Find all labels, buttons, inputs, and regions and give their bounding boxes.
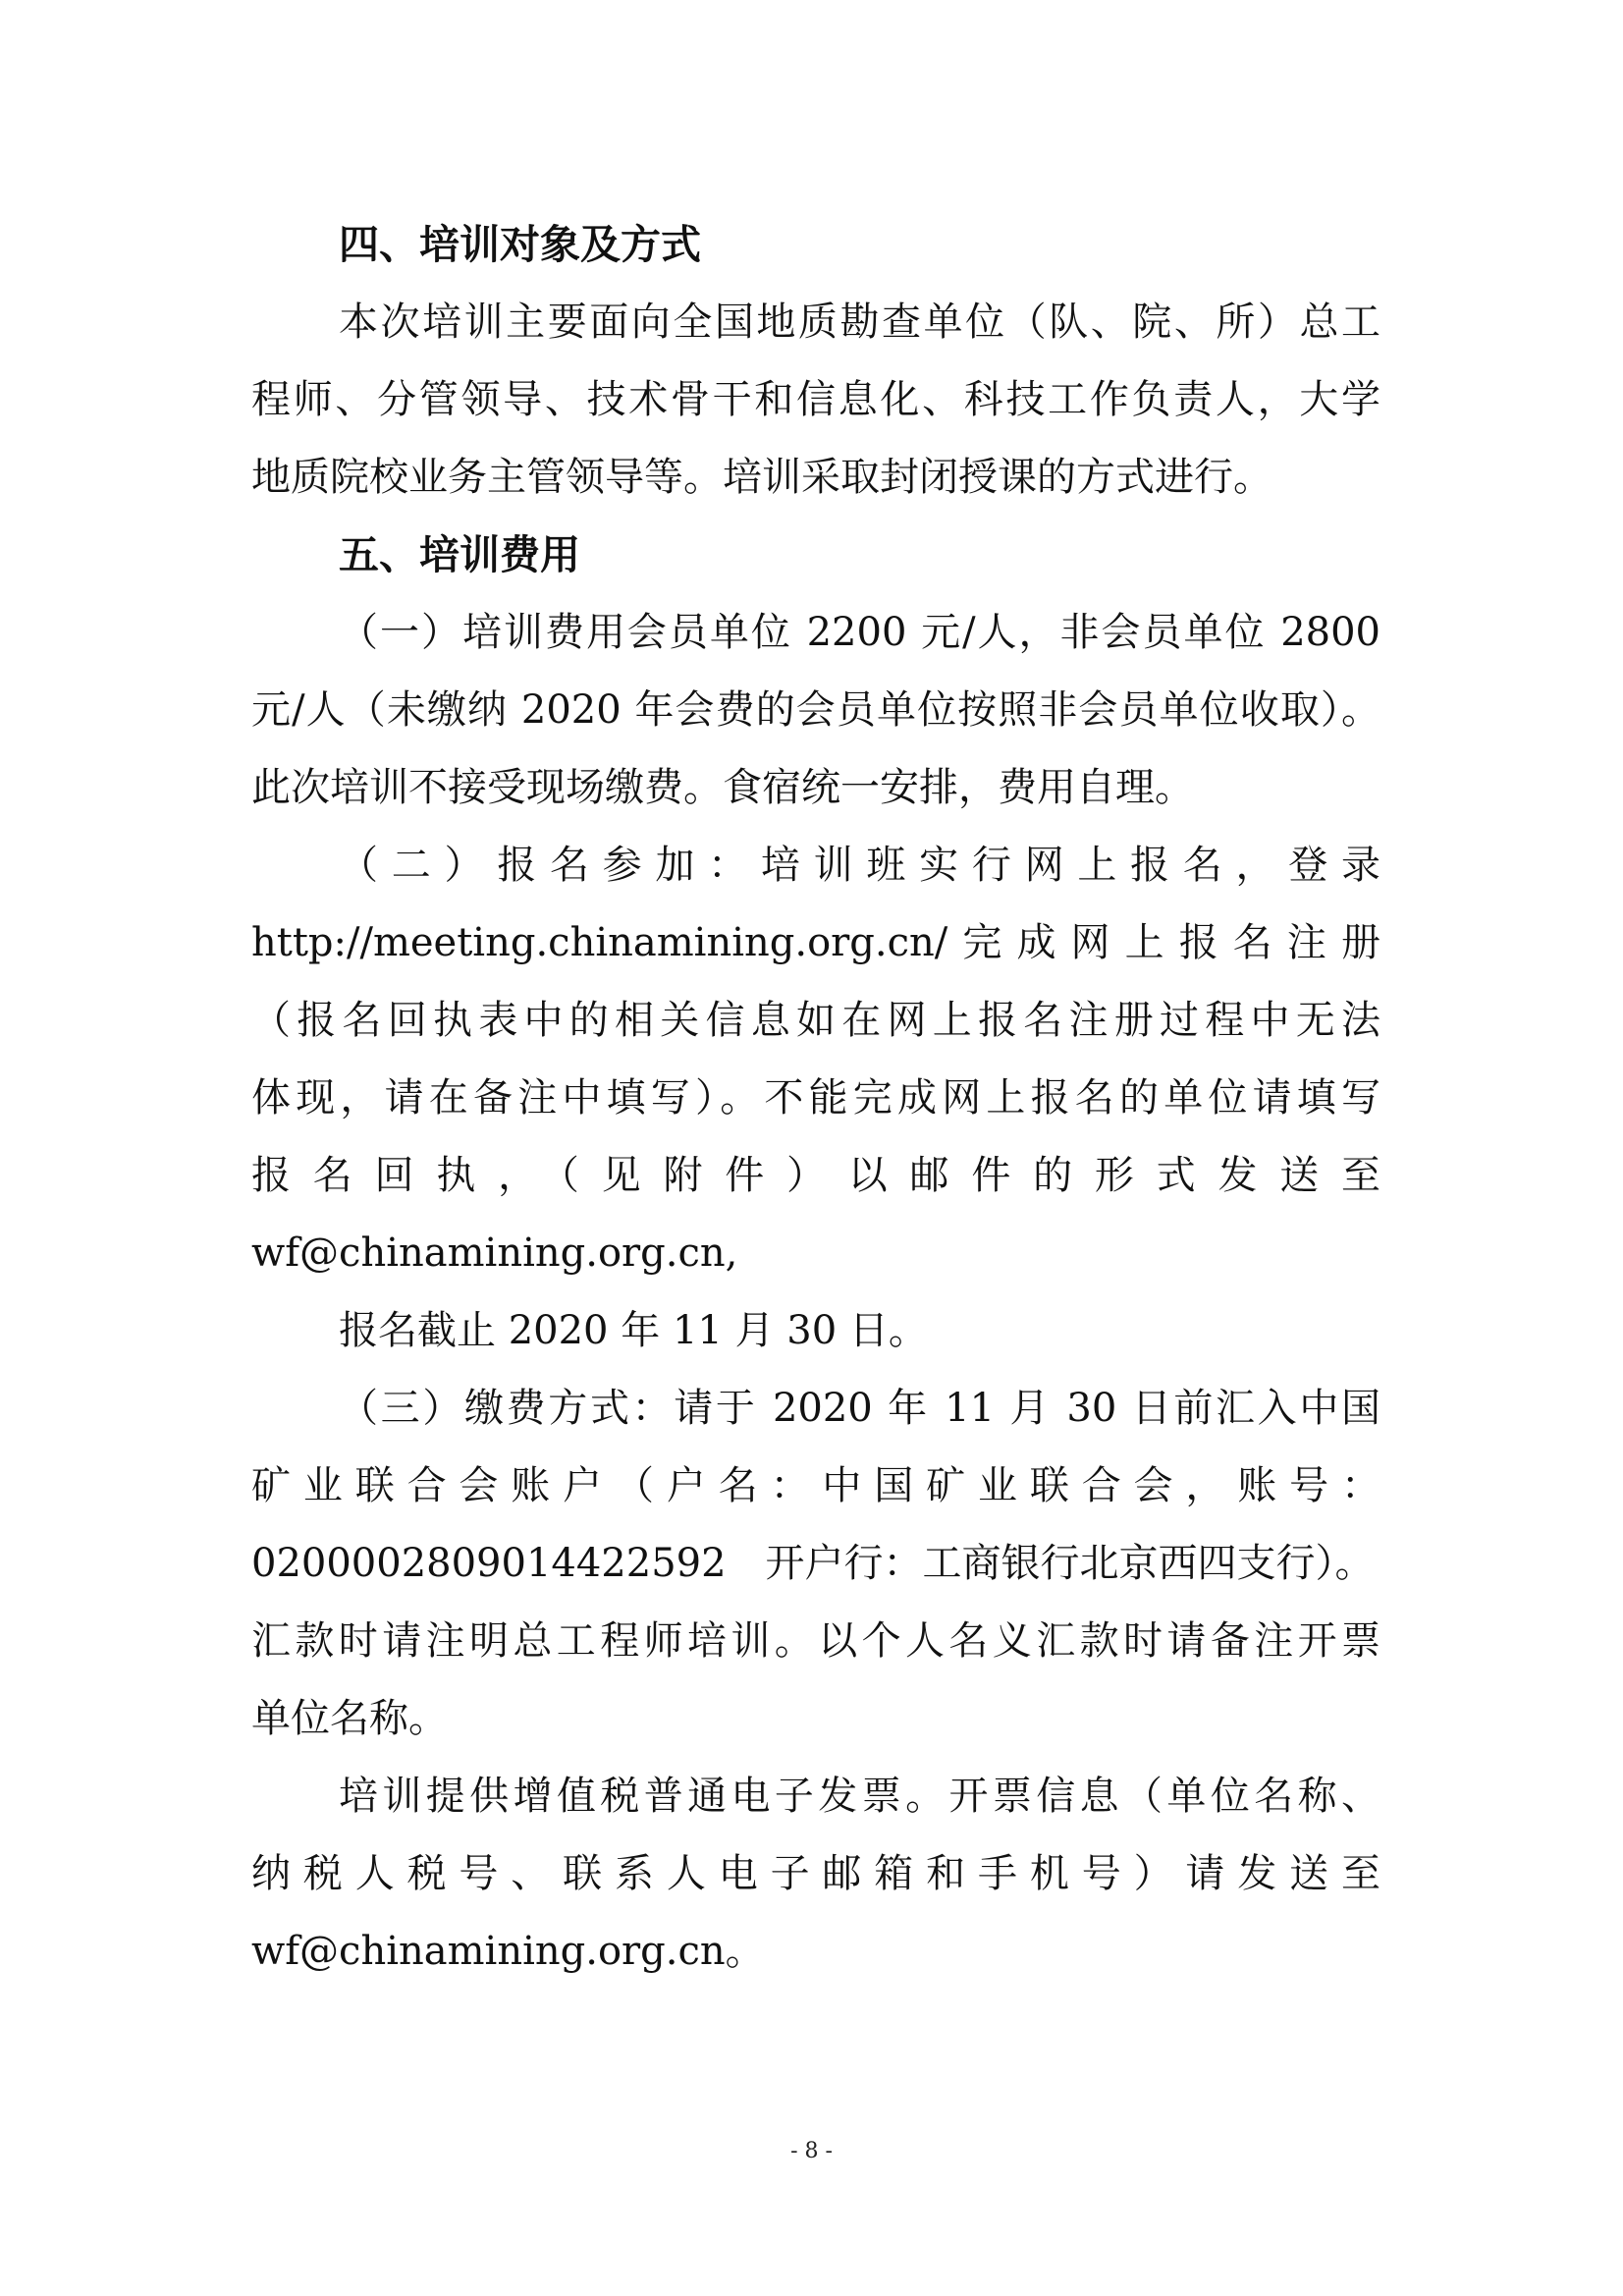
registration-paragraph-line: 体现，请在备注中填写）。不能完成网上报名的单位请填写 <box>251 1075 1380 1121</box>
fee-paragraph-line: （一）培训费用会员单位 2200 元/人，非会员单位 2800 <box>339 610 1380 655</box>
registration-deadline: 报名截止 2020 年 11 月 30 日。 <box>339 1308 928 1353</box>
invoice-email-line: wf@chinamining.org.cn。 <box>251 1929 765 1974</box>
section-4-paragraph-line: 本次培训主要面向全国地质勘查单位（队、院、所）总工 <box>339 300 1380 345</box>
payment-paragraph-line: 汇款时请注明总工程师培训。以个人名义汇款时请备注开票 <box>251 1618 1380 1664</box>
payment-paragraph-line: （三）缴费方式：请于 2020 年 11 月 30 日前汇入中国 <box>339 1386 1380 1431</box>
invoice-paragraph-line: 培训提供增值税普通电子发票。开票信息（单位名称、 <box>339 1774 1380 1819</box>
section-4-paragraph-line: 程师、分管领导、技术骨干和信息化、科技工作负责人，大学 <box>251 377 1380 422</box>
page-number: - 8 - <box>790 2139 833 2163</box>
fee-paragraph-line: 此次培训不接受现场缴费。食宿统一安排，费用自理。 <box>251 765 1194 810</box>
payment-paragraph-line: 矿业联合会账户（户名：中国矿业联合会，账号： <box>251 1463 1380 1508</box>
section-5-heading: 五、培训费用 <box>339 531 580 578</box>
registration-paragraph-line: 报名回执，（见附件）以邮件的形式发送至 <box>251 1153 1380 1198</box>
payment-account-line: 0200002809014422592 开户行：工商银行北京西四支行）。 <box>251 1541 1375 1586</box>
section-4-paragraph-line: 地质院校业务主管领导等。培训采取封闭授课的方式进行。 <box>251 455 1272 500</box>
registration-paragraph-line: （二）报名参加：培训班实行网上报名，登录 <box>339 843 1380 888</box>
invoice-paragraph-line: 纳税人税号、联系人电子邮箱和手机号）请发送至 <box>251 1851 1380 1896</box>
registration-url-line: http://meeting.chinamining.org.cn/完成网上报名注册 <box>251 920 1380 965</box>
registration-paragraph-line: （报名回执表中的相关信息如在网上报名注册过程中无法 <box>251 998 1380 1043</box>
registration-email-line: wf@chinamining.org.cn, <box>251 1230 738 1276</box>
payment-paragraph-line: 单位名称。 <box>251 1696 448 1741</box>
fee-paragraph-line: 元/人（未缴纳 2020 年会费的会员单位按照非会员单位收取）。 <box>251 687 1380 733</box>
section-4-heading: 四、培训对象及方式 <box>339 221 701 268</box>
